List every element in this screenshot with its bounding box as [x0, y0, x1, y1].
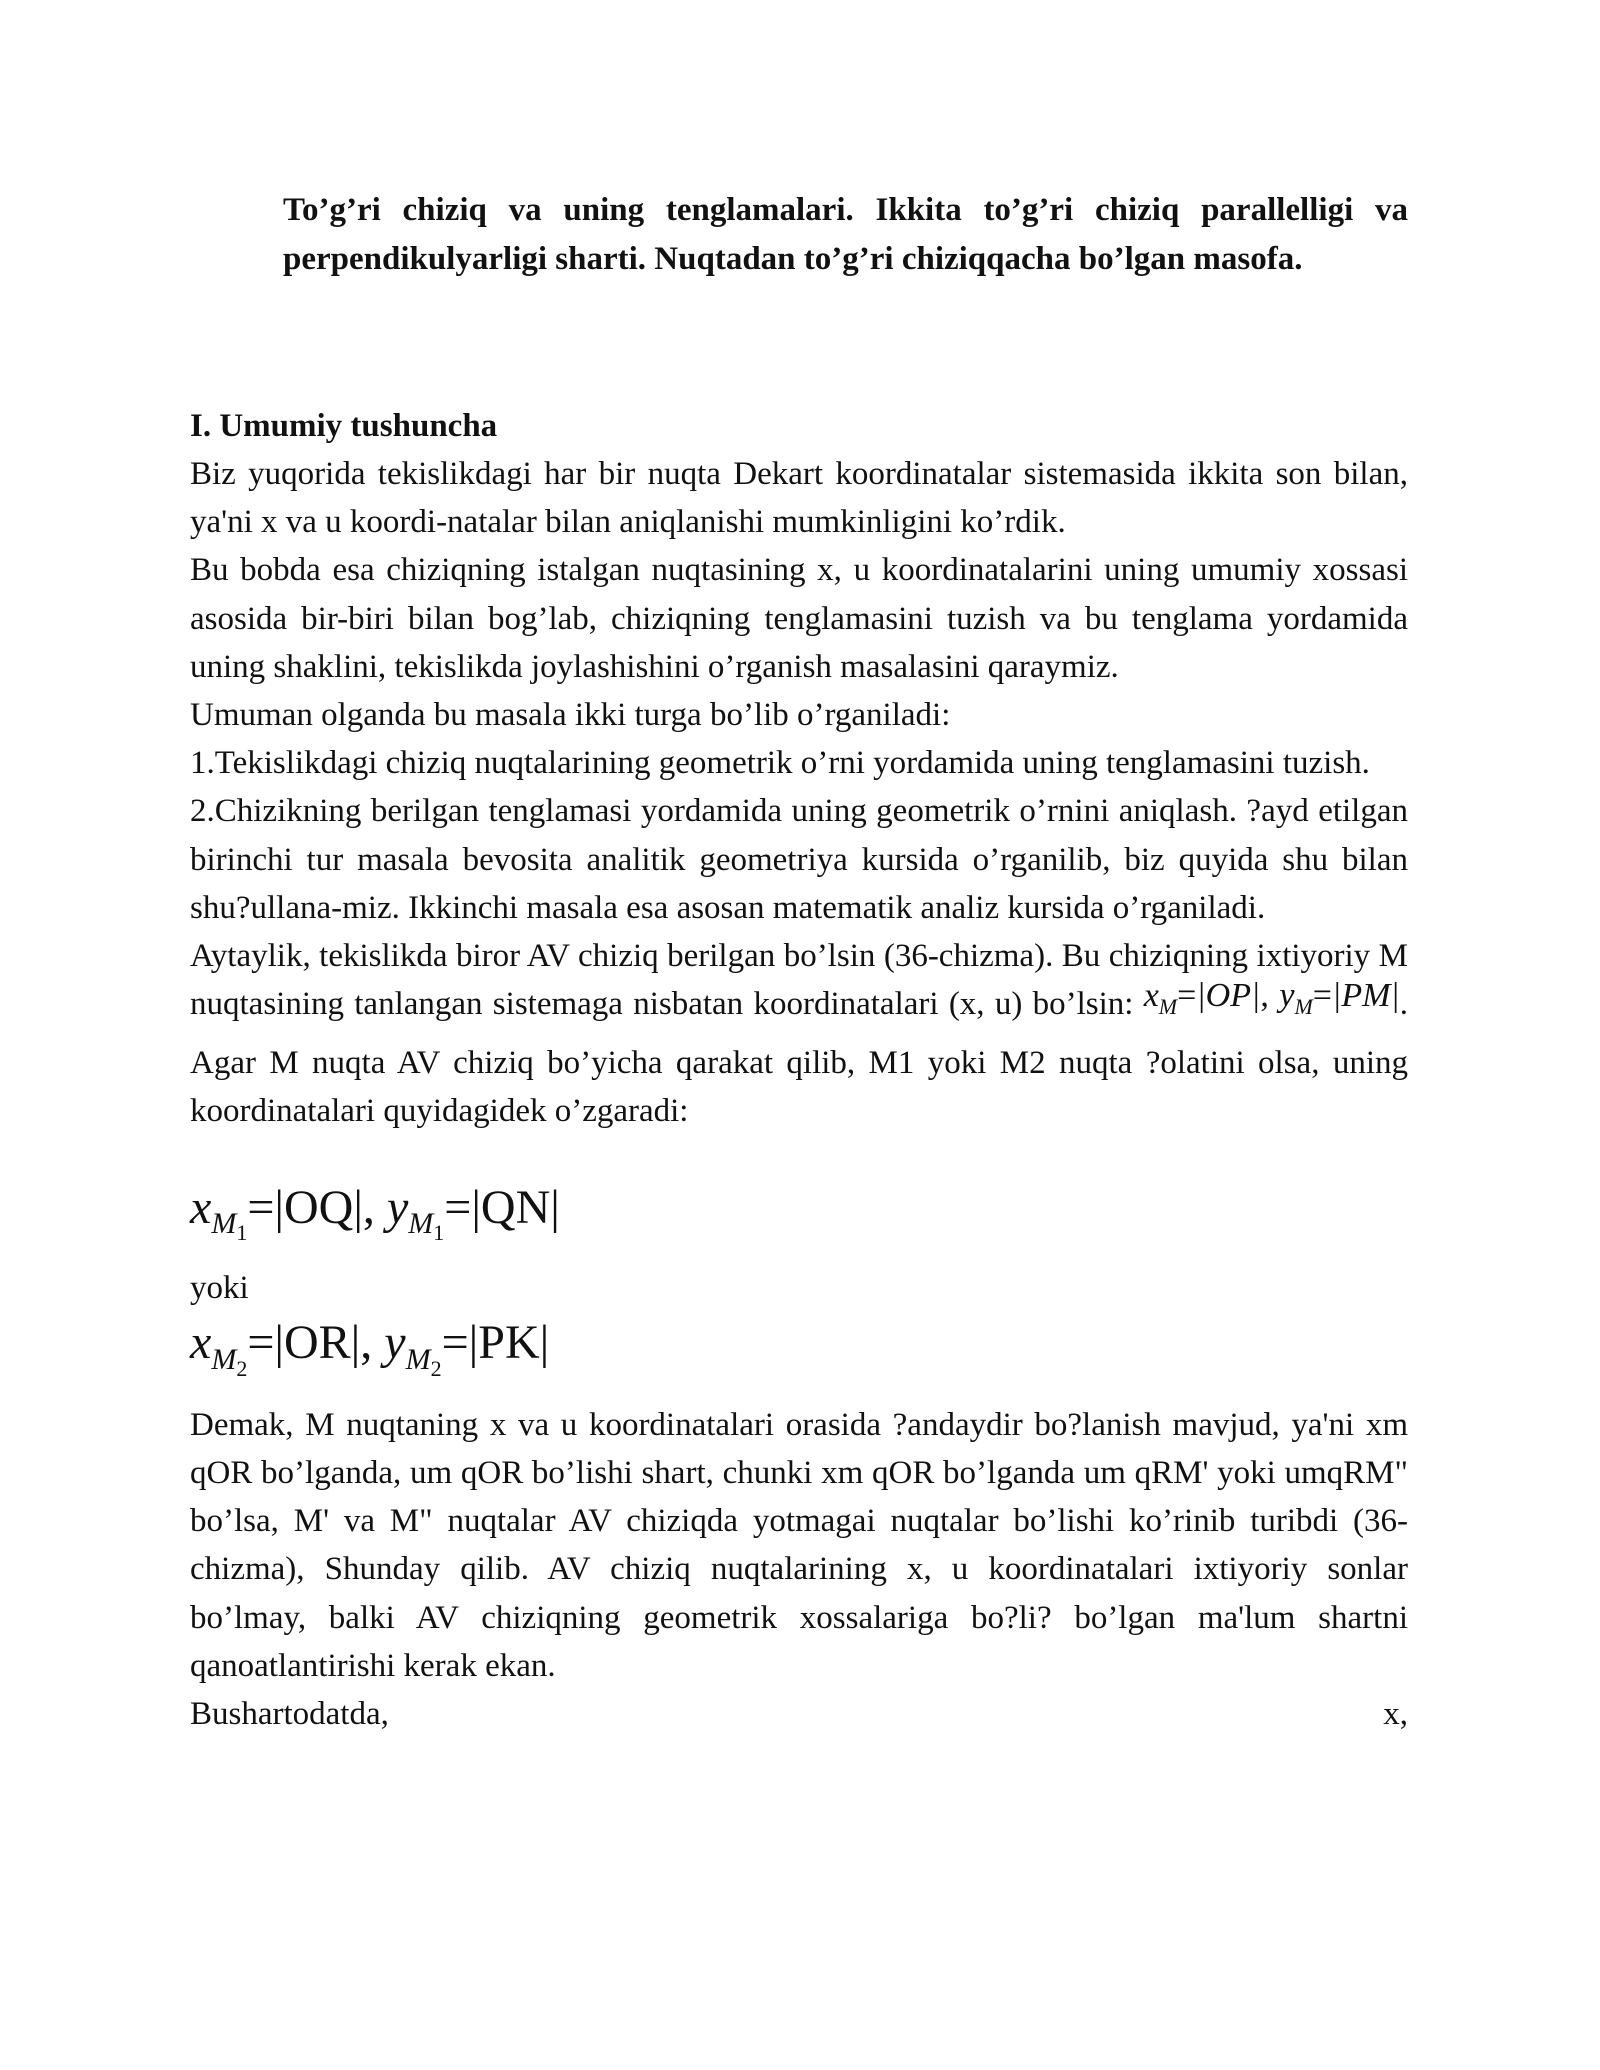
final-line-right: x,	[1383, 1696, 1408, 1733]
inline-formula: $x_M=|OP|$, $y_M=|PM|$	[1143, 977, 1400, 1020]
paragraph-2: Bu bobda esa chiziqning istalgan nuqtasining x, u koordinatalarini uning umumiy xossasi asosida bir-biri bilan bog’lab, chiziqning tenglamasini tuzish va bu tenglama yordamida uning shaklini, tekislikda joylashishini o’rganish masalasini qaraymiz.	[190, 552, 1408, 685]
yoki-text: yoki	[190, 1270, 249, 1307]
page-title: To’g’ri chiziq va uning tenglamalari. Ikkita to’g’ri chiziq parallelligi va perpendikulyarligi sharti. Nuqtadan to’g’ri chiziqqacha bo’lgan masofa.	[283, 192, 1408, 277]
paragraph-4: 1.Tekislikdagi chiziq nuqtalarining geometrik o’rni yordamida uning tenglamasini tuzish.	[190, 745, 1370, 782]
document-body	[190, 402, 1408, 1738]
paragraph-7: Demak, M nuqtaning x va u koordinatalari orasida ?andaydir bo?lanish mavjud, ya'ni xm qOR bo’lganda, um qOR bo’lishi shart, chunki xm qOR bo’lganda um qRM' yoki umqRM" bo’lsa, M' va M" nuqtalar AV chiziqda yotmagai nuqtalar bo’lishi ko’rinib turibdi (36-chizma), Shunday qilib. AV chiziq nuqtalarining x, u koordinatalari ixtiyoriy sonlar bo’lmay, balki AV chiziqning geometrik xossalariga bo?li? bo’lgan ma'lum shartni qanoatlantirishi kerak ekan.	[190, 1406, 1408, 1684]
formula-m2: $x_{M_2}=|OR|$, $y_{M_2}=|PK|$	[190, 1316, 550, 1381]
final-line-left: Bushartodatda,	[190, 1696, 389, 1733]
paragraph-6-text-b: . Agar M nuqta AV chiziq bo’yicha qarakat qilib, M1 yoki M2 nuqta ?olatini olsa, uning koordinatalari quyidagidek o’zgaradi:	[190, 986, 1409, 1130]
section-heading: I. Umumiy tushuncha	[190, 408, 498, 444]
paragraph-5: 2.Chizikning berilgan tenglamasi yordamida uning geometrik o’rnini aniqlash. ?ayd etilgan birinchi tur masala bevosita analitik geometriya kursida o’rganilib, biz quyida shu bilan shu?ullana-miz. Ikkinchi masala esa asosan matematik analiz kursida o’rganiladi.	[190, 793, 1408, 926]
formula-m1: $x_{M_1}=|OQ|$, $y_{M_1}=|QN|$	[190, 1180, 560, 1246]
paragraph-1: Biz yuqorida tekislikdagi har bir nuqta Dekart koordinatalar sistemasida ikkita son bilan, ya'ni x va u koordi-natalar bilan aniqlanishi mumkinligini ko’rdik.	[190, 456, 1408, 541]
paragraph-3: Umuman olganda bu masala ikki turga bo’lib o’rganiladi:	[190, 697, 951, 734]
paragraph-6-text-a: Aytaylik, tekislikda biror AV chiziq berilgan bo’lsin (36-chizma). Bu chiziqning ixtiyoriy M nuqtasining tanlangan sistemaga nisbatan koordinatalari (x, u) bo’lsin:	[190, 938, 1408, 1023]
final-line	[190, 1690, 1408, 1738]
paragraph-6	[190, 932, 1408, 1136]
